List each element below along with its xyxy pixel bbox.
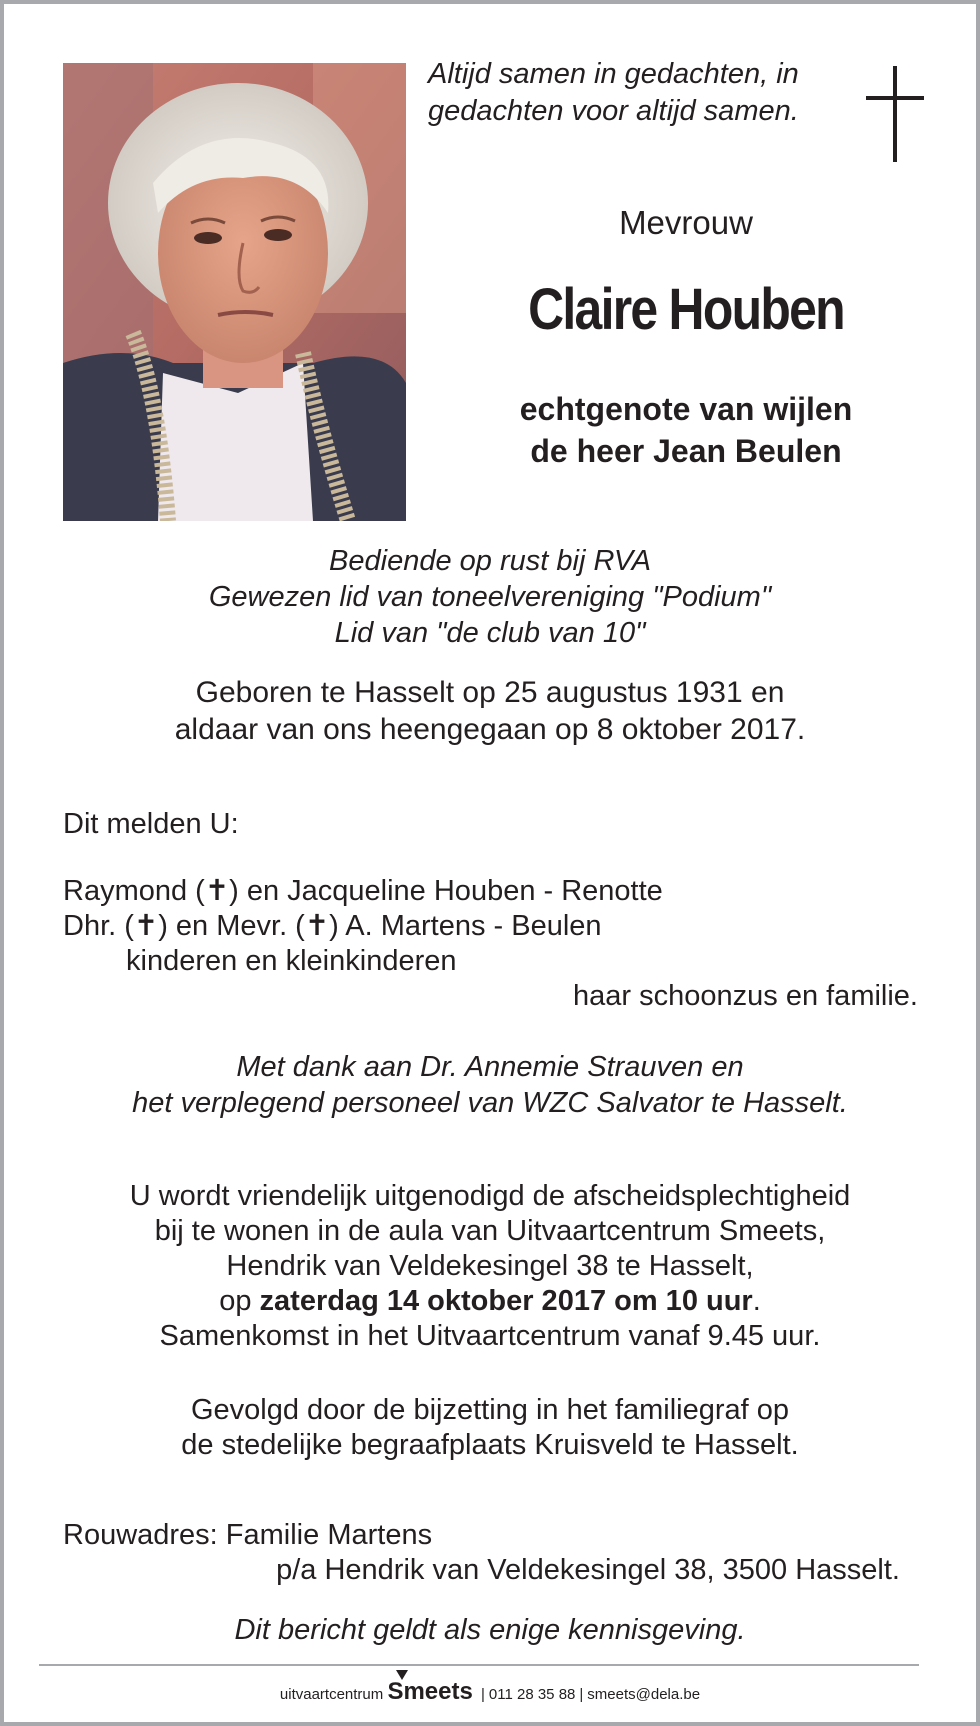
birth-death-info — [4, 674, 976, 748]
footer-divider — [39, 1664, 919, 1666]
invite-line-5: Samenkomst in het Uitvaartcentrum vanaf 9.45 uur. — [159, 1320, 821, 1352]
thanks-line-1: Met dank aan Dr. Annemie Strauven en — [236, 1051, 744, 1083]
mourning-address-label: Rouwadres: Familie Martens — [63, 1519, 433, 1551]
burial-line-2: de stedelijke begraafplaats Kruisveld te Hasselt. — [181, 1429, 799, 1461]
cross-icon — [866, 66, 924, 162]
invite-date-prefix: op — [219, 1285, 260, 1317]
invite-line-1: U wordt vriendelijk uitgenodigd de afscheidsplechtigheid — [129, 1180, 851, 1212]
separator: | — [579, 1686, 584, 1703]
brand-name: Smeets — [387, 1678, 473, 1705]
portrait-photo — [63, 63, 406, 521]
deceased-title: Mevrouw — [619, 204, 753, 241]
brand-prefix: uitvaartcentrum — [279, 1686, 384, 1703]
thanks-text — [4, 1049, 976, 1121]
deceased-name: Claire Houben — [528, 277, 844, 342]
footer-email: smeets@dela.be — [587, 1686, 701, 1703]
family-list — [63, 874, 663, 979]
thanks-line-2: het verplegend personeel van WZC Salvator te Hasselt. — [132, 1087, 848, 1119]
spouse-line-2: de heer Jean Beulen — [530, 433, 842, 469]
memorial-quote — [428, 56, 828, 130]
ceremony-invitation — [4, 1179, 976, 1354]
spouse-line-1: echtgenote van wijlen — [519, 391, 853, 427]
mourning-address: p/a Hendrik van Veldekesingel 38, 3500 Hasselt. — [276, 1554, 900, 1586]
family-line: Dhr. (✝) en Mevr. (✝) A. Martens - Beulen — [63, 910, 602, 942]
invite-line-4 — [4, 1284, 976, 1319]
portrait-photo-image — [63, 63, 406, 521]
family-line-right: haar schoonzus en familie. — [573, 980, 918, 1012]
invite-line-3: Hendrik van Veldekesingel 38 te Hasselt, — [226, 1250, 754, 1282]
occupation-line: Bediende op rust bij RVA — [329, 545, 651, 577]
notice-text: Dit bericht geldt als enige kennisgeving. — [234, 1614, 746, 1646]
separator: | — [481, 1686, 485, 1703]
announce-text: Dit melden U: — [63, 808, 239, 840]
occupation-line: Lid van "de club van 10" — [334, 617, 646, 649]
invite-line-2: bij te wonen in de aula van Uitvaartcentrum Smeets, — [154, 1215, 826, 1247]
quote-line-2: gedachten voor altijd samen. — [428, 95, 799, 127]
quote-line-1: Altijd samen in gedachten, in — [428, 58, 799, 90]
birth-line: Geboren te Hasselt op 25 augustus 1931 en — [195, 676, 785, 709]
family-line: kinderen en kleinkinderen — [126, 945, 457, 977]
spouse-info — [406, 388, 966, 472]
footer-phone: 011 28 35 88 — [488, 1686, 576, 1703]
funeral-home-footer — [4, 1678, 976, 1706]
family-line: Raymond (✝) en Jacqueline Houben - Renotte — [63, 875, 663, 907]
burial-info — [4, 1393, 976, 1463]
invite-date-suffix: . — [752, 1285, 761, 1317]
burial-line-1: Gevolgd door de bijzetting in het familiegraf op — [190, 1394, 790, 1426]
occupation-line: Gewezen lid van toneelvereniging "Podium" — [208, 581, 772, 613]
ceremony-date: zaterdag 14 oktober 2017 om 10 uur — [259, 1285, 753, 1317]
occupation-block — [4, 543, 976, 651]
death-line: aldaar van ons heengegaan op 8 oktober 2017. — [174, 713, 806, 746]
